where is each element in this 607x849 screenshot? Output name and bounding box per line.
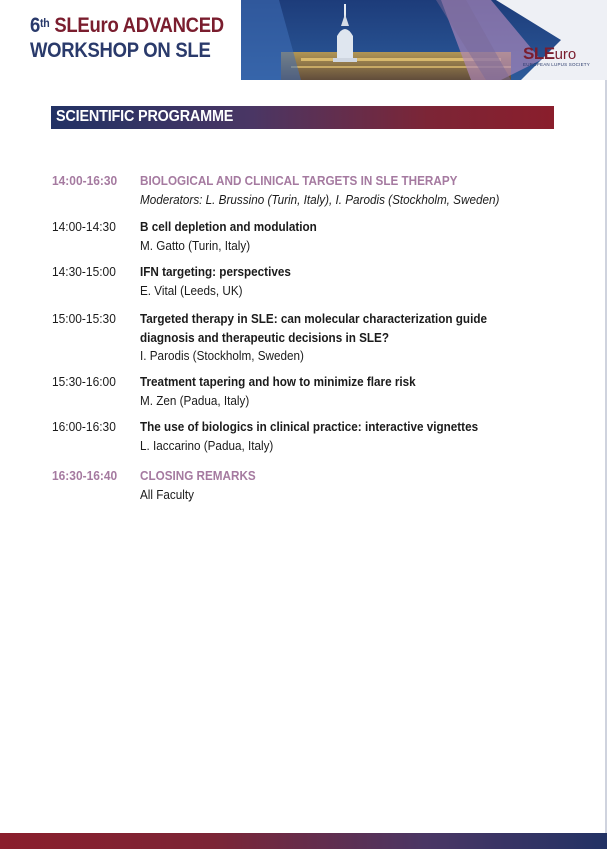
session-time: 14:00-16:30	[52, 173, 118, 188]
talk-time: 16:00-16:30	[52, 419, 116, 434]
logo-wordmark: SLE	[523, 44, 555, 63]
session-moderators: Moderators: L. Brussino (Turin, Italy), I. Parodis (Stockholm, Sweden)	[140, 191, 500, 207]
session-title: BIOLOGICAL AND CLINICAL TARGETS IN SLE THERAPY	[140, 173, 458, 188]
programme-list	[52, 172, 552, 507]
page-header	[0, 0, 607, 80]
programme-talk	[52, 263, 552, 310]
section-header-bar	[51, 106, 554, 129]
talk-title: B cell depletion and modulation	[140, 219, 317, 234]
talk-time: 15:00-15:30	[52, 311, 116, 326]
talk-time: 14:30-15:00	[52, 264, 116, 279]
talk-speaker: I. Parodis (Stockholm, Sweden)	[140, 348, 304, 363]
talk-time: 15:30-16:00	[52, 374, 116, 389]
title-line-2: WORKSHOP ON SLE	[30, 39, 211, 62]
talk-speaker: M. Gatto (Turin, Italy)	[140, 237, 251, 253]
logo-tagline: EUROPEAN LUPUS SOCIETY	[523, 62, 590, 67]
talk-title-line: diagnosis and therapeutic decisions in SLE?	[140, 329, 390, 345]
title-ordinal: th	[40, 16, 50, 30]
session-time: 16:30-16:40	[52, 468, 118, 483]
session-note: All Faculty	[140, 486, 194, 502]
city-banner-image	[241, 0, 607, 80]
programme-session	[52, 172, 552, 218]
programme-talk	[52, 373, 552, 418]
talk-speaker: L. Iaccarino (Padua, Italy)	[140, 437, 274, 453]
logo-wordmark-suffix: uro	[554, 46, 577, 63]
footer-bar	[0, 833, 607, 849]
sleuro-logo	[523, 44, 590, 67]
programme-talk	[52, 218, 552, 263]
talk-title: The use of biologics in clinical practice: interactive vignettes	[140, 419, 479, 434]
programme-talk	[52, 310, 552, 373]
workshop-title	[30, 13, 224, 63]
programme-talk	[52, 418, 552, 467]
session-title: CLOSING REMARKS	[140, 468, 256, 483]
talk-title: Treatment tapering and how to minimize flare risk	[140, 374, 416, 389]
talk-speaker: M. Zen (Padua, Italy)	[140, 392, 250, 408]
talk-time: 14:00-14:30	[52, 219, 116, 234]
section-title: SCIENTIFIC PROGRAMME	[56, 108, 234, 125]
talk-title-line: Targeted therapy in SLE: can molecular characterization guide	[140, 311, 487, 326]
talk-title: IFN targeting: perspectives	[140, 264, 291, 279]
title-number: 6	[30, 14, 41, 37]
title-line-1: SLEuro ADVANCED	[49, 14, 224, 37]
talk-speaker: E. Vital (Leeds, UK)	[140, 282, 243, 298]
programme-session	[52, 467, 552, 507]
